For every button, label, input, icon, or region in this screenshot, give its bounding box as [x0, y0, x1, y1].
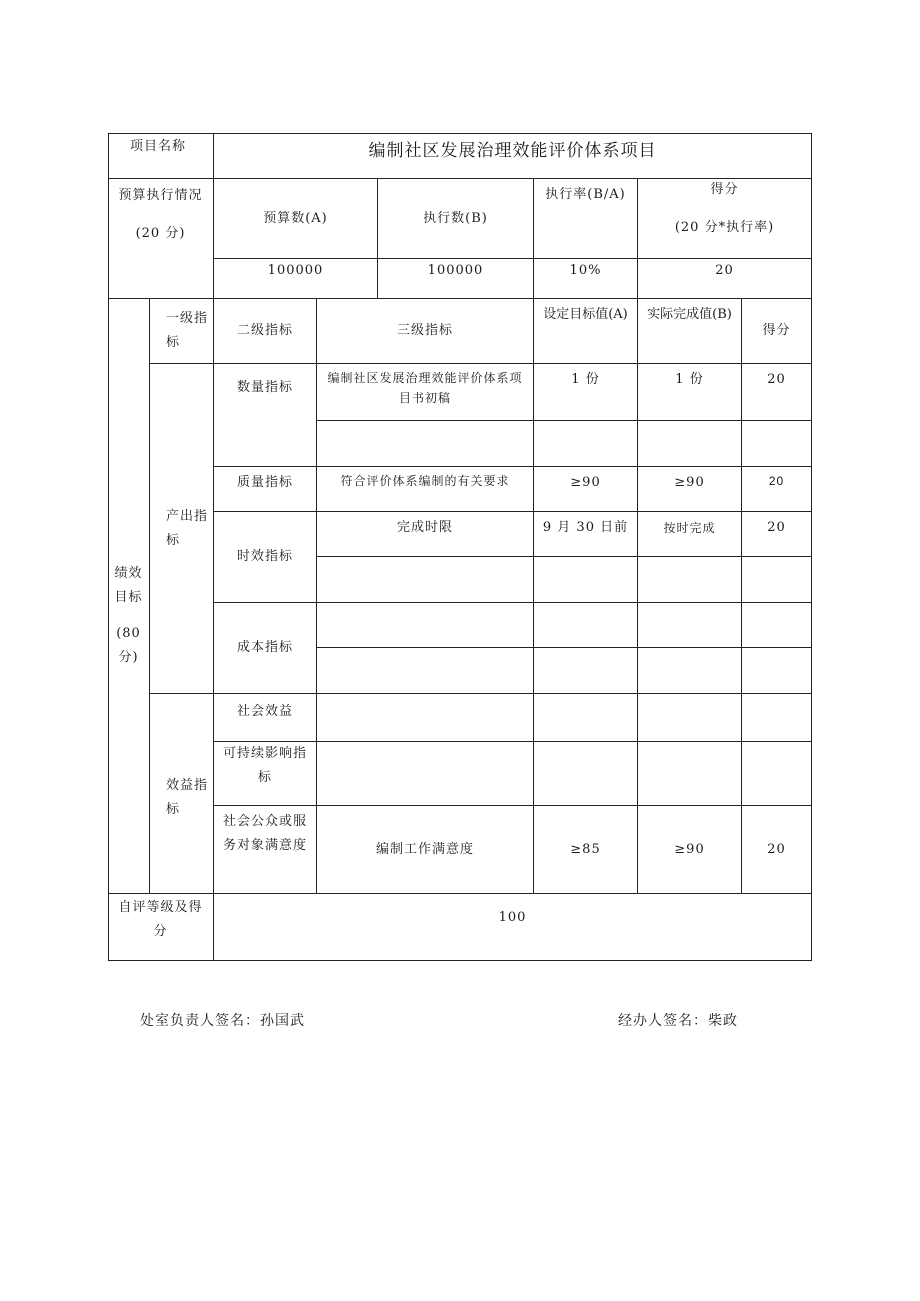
timeliness-score: 20 — [742, 512, 812, 557]
quality-actual: ≥90 — [638, 467, 742, 512]
empty-cell — [534, 557, 638, 603]
empty-cell — [742, 421, 812, 467]
empty-cell — [534, 603, 638, 648]
sustainable-impact-label: 可持续影响指 标 — [214, 742, 317, 806]
timeliness-target: 9 月 30 日前 — [534, 512, 638, 557]
quality-score: 20 — [742, 467, 812, 512]
empty-cell — [317, 603, 534, 648]
empty-cell — [742, 742, 812, 806]
empty-cell — [317, 694, 534, 742]
satisfaction-label: 社会公众或服 务对象满意度 — [214, 806, 317, 894]
empty-cell — [317, 421, 534, 467]
social-benefit-label: 社会效益 — [214, 694, 317, 742]
empty-cell — [742, 603, 812, 648]
handler-signature: 经办人签名：柴政 — [618, 1013, 738, 1029]
actual-value-header: 实际完成值(B) — [638, 299, 742, 364]
budget-execution-label: 预算执行情况 (20 分) — [108, 179, 214, 299]
quality-indicator-label: 质量指标 — [214, 467, 317, 512]
empty-cell — [638, 648, 742, 694]
level1-indicator-header: 一级指 标 — [150, 299, 214, 364]
quantity-score: 20 — [742, 364, 812, 421]
empty-cell — [317, 648, 534, 694]
benefit-indicator-label: 效益指 标 — [150, 694, 214, 894]
empty-cell — [534, 421, 638, 467]
satisfaction-target: ≥85 — [534, 806, 638, 894]
timeliness-indicator-desc: 完成时限 — [317, 512, 534, 557]
executed-amount-value: 100000 — [378, 259, 534, 299]
quantity-target: 1 份 — [534, 364, 638, 421]
output-indicator-label: 产出指 标 — [150, 364, 214, 694]
satisfaction-actual: ≥90 — [638, 806, 742, 894]
self-eval-label: 自评等级及得 分 — [108, 894, 214, 961]
department-head-signature: 处室负责人签名：孙国武 — [140, 1013, 305, 1029]
empty-cell — [638, 603, 742, 648]
empty-cell — [317, 742, 534, 806]
quantity-indicator-desc: 编制社区发展治理效能评价体系项目书初稿 — [317, 364, 534, 421]
timeliness-indicator-label: 时效指标 — [214, 512, 317, 603]
empty-cell — [742, 557, 812, 603]
quantity-actual: 1 份 — [638, 364, 742, 421]
level2-indicator-header: 二级指标 — [214, 299, 317, 364]
quantity-indicator-label: 数量指标 — [214, 364, 317, 467]
executed-amount-header: 执行数(B) — [378, 179, 534, 259]
project-name-label: 项目名称 — [108, 133, 214, 179]
quality-target: ≥90 — [534, 467, 638, 512]
target-value-header: 设定目标值(A) — [534, 299, 638, 364]
performance-goal-label: 绩效 目标 (80 分) — [108, 299, 150, 894]
empty-cell — [638, 742, 742, 806]
self-eval-value: 100 — [214, 894, 812, 961]
execution-rate-value: 10% — [534, 259, 638, 299]
empty-cell — [317, 557, 534, 603]
satisfaction-indicator-desc: 编制工作满意度 — [317, 806, 534, 894]
empty-cell — [534, 742, 638, 806]
score-header: 得分 — [742, 299, 812, 364]
budget-score-header: 得分 (20 分*执行率) — [638, 179, 812, 259]
quality-indicator-desc: 符合评价体系编制的有关要求 — [317, 467, 534, 512]
project-name-value: 编制社区发展治理效能评价体系项目 — [214, 133, 812, 179]
budget-amount-header: 预算数(A) — [214, 179, 378, 259]
budget-score-value: 20 — [638, 259, 812, 299]
empty-cell — [638, 421, 742, 467]
cost-indicator-label: 成本指标 — [214, 603, 317, 694]
empty-cell — [742, 694, 812, 742]
satisfaction-score: 20 — [742, 806, 812, 894]
empty-cell — [534, 694, 638, 742]
budget-amount-value: 100000 — [214, 259, 378, 299]
empty-cell — [742, 648, 812, 694]
execution-rate-header: 执行率(B/A) — [534, 179, 638, 259]
timeliness-actual: 按时完成 — [638, 512, 742, 557]
level3-indicator-header: 三级指标 — [317, 299, 534, 364]
empty-cell — [638, 557, 742, 603]
empty-cell — [534, 648, 638, 694]
empty-cell — [638, 694, 742, 742]
